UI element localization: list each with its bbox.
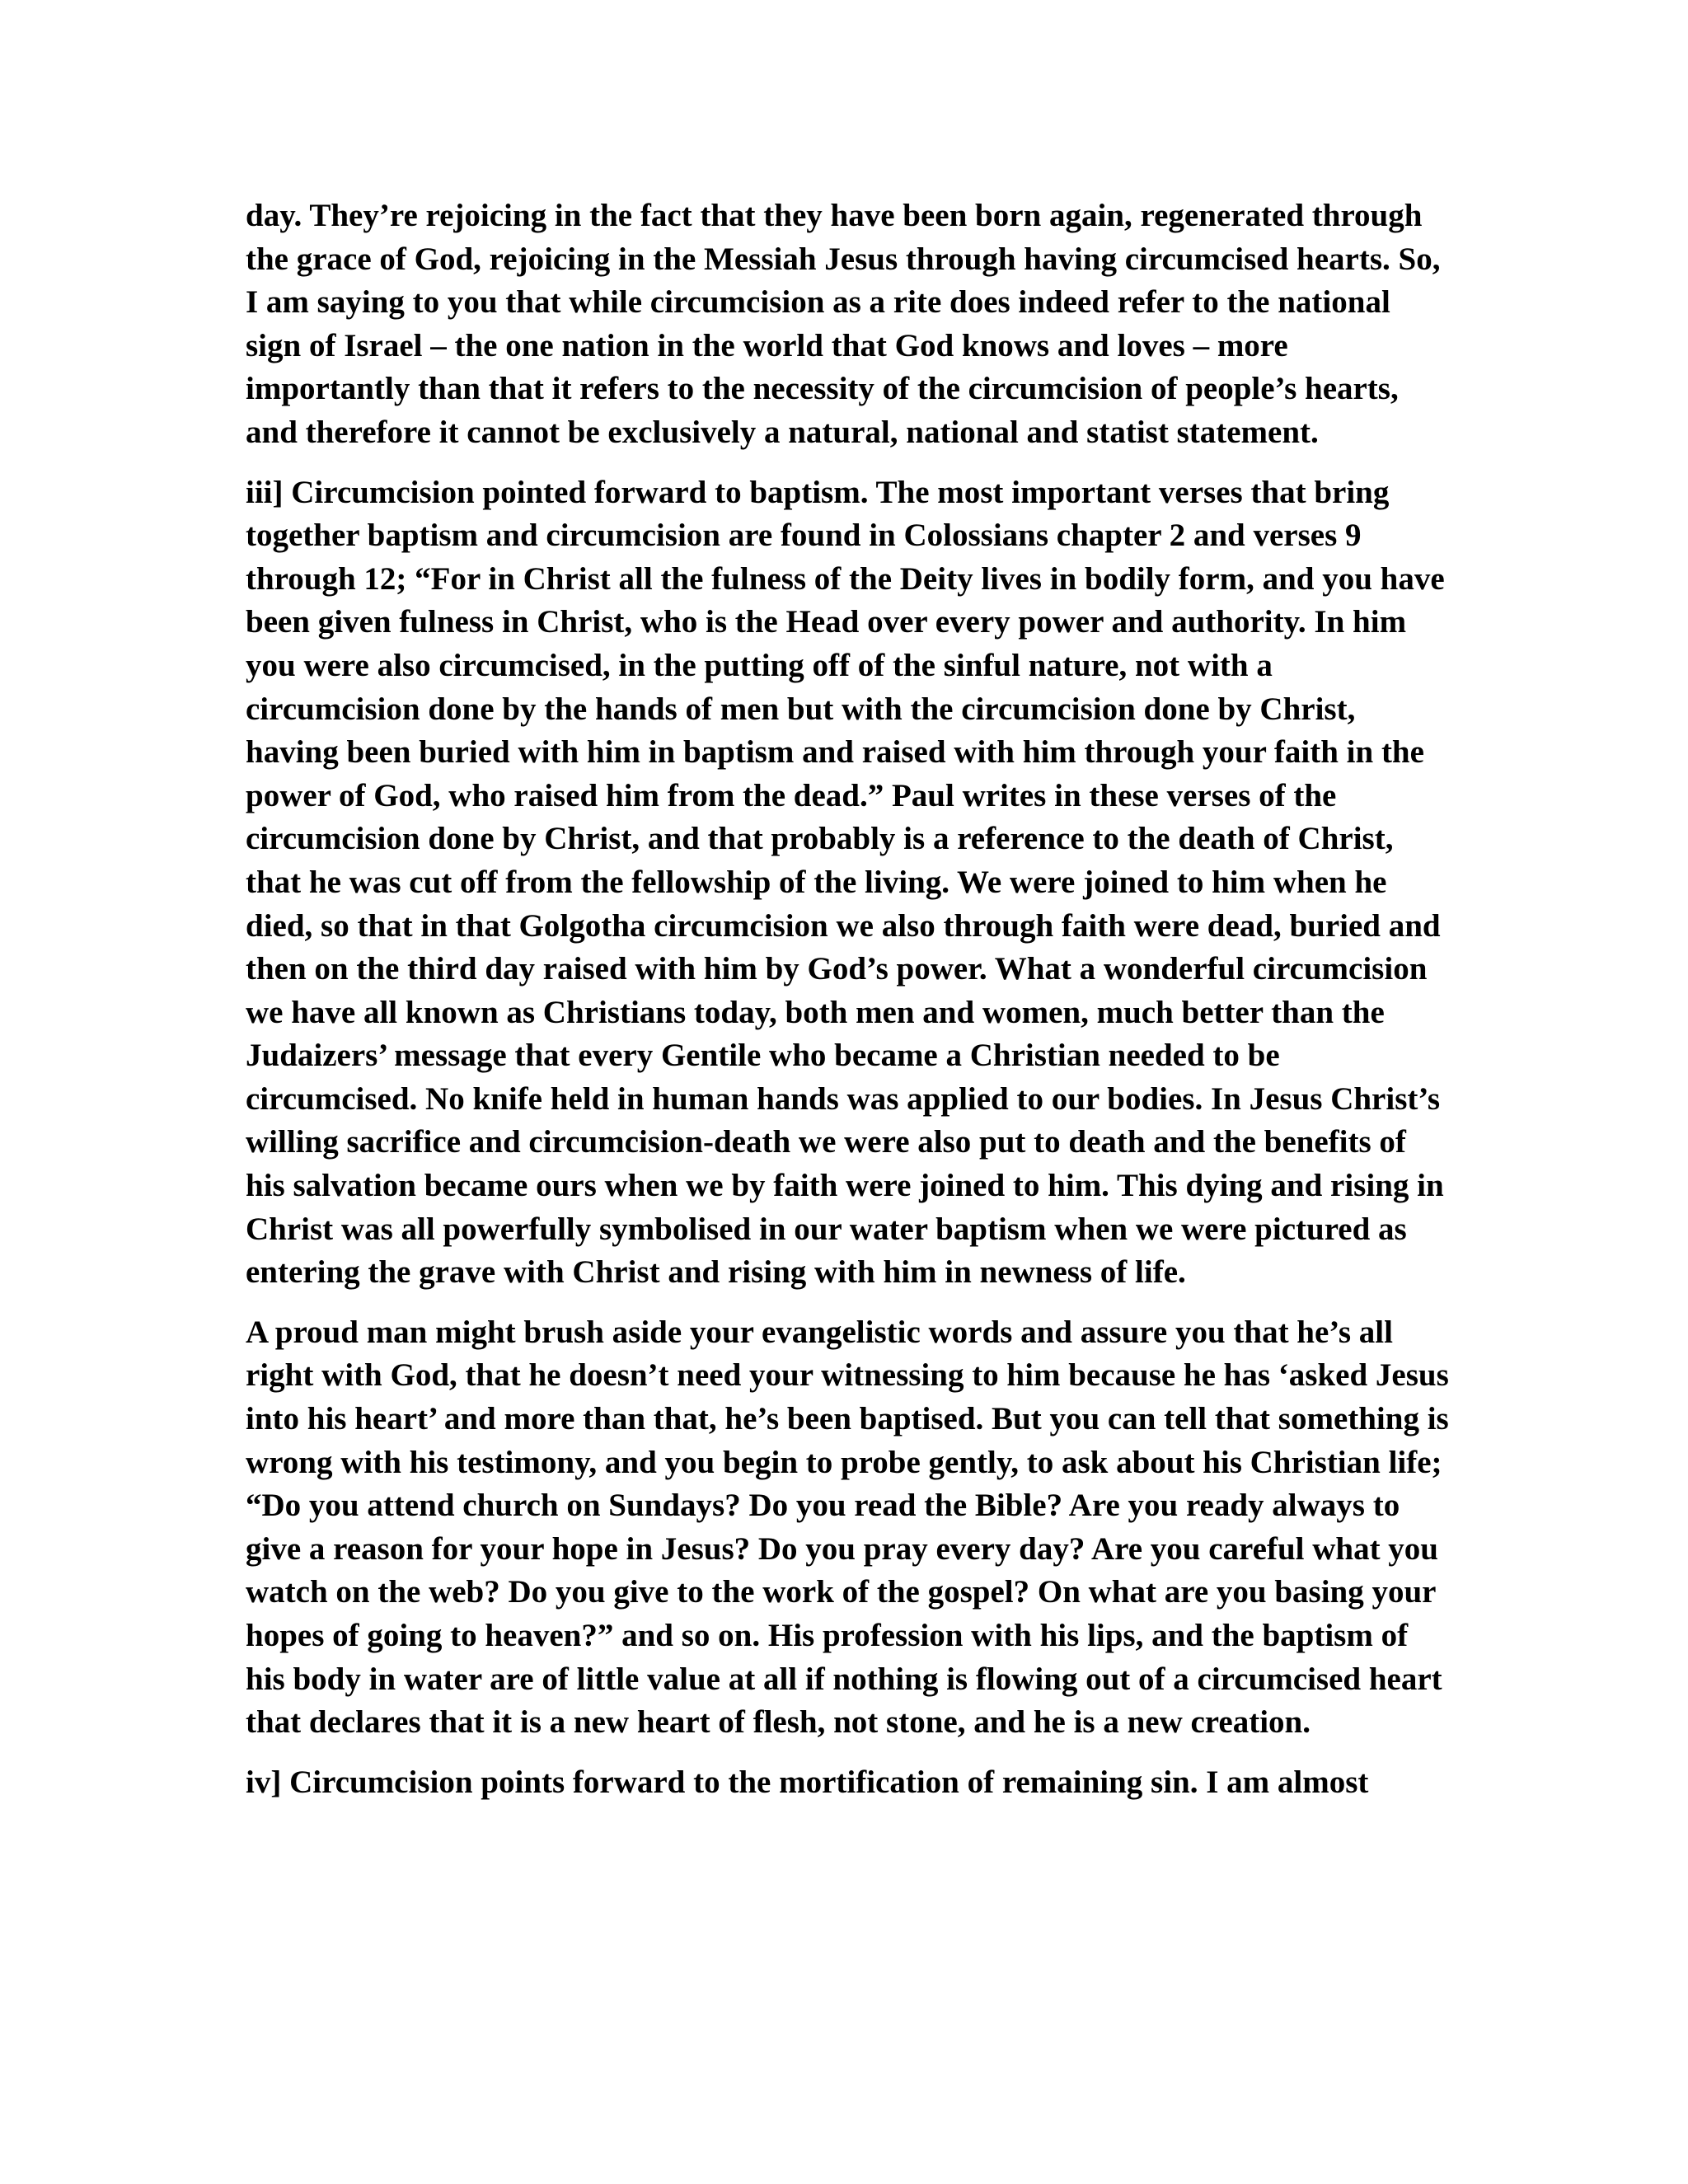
paragraph-2: iii] Circumcision pointed forward to baptism. The most important verses that bring together baptism and circumcision are found in Colossians chapter 2 and verses 9 through 12; “For in Christ all the fulness of the Deity lives in bodily form, and you have been given fulness in Christ, who is the Head over every power and authority. In him you were also circumcised, in the putting off of the sinful nature, not with a circumcision done by the hands of men but with the circumcision done by Christ, having been buried with him in baptism and raised with him through your faith in the power of God, who raised him from the dead.” Paul writes in these verses of the circumcision done by Christ, and that probably is a reference to the death of Christ, that he was cut off from the fellowship of the living. We were joined to him when he died, so that in that Golgotha circumcision we also through faith were dead, buried and then on the third day raised with him by God’s power. What a wonderful circumcision we have all known as Christians today, both men and women, much better than the Judaizers’ message that every Gentile who became a Christian needed to be circumcised. No knife held in human hands was applied to our bodies. In Jesus Christ’s willing sacrifice and circumcision-death we were also put to death and the benefits of his salvation became ours when we by faith were joined to him. This dying and rising in Christ was all powerfully symbolised in our water baptism when we were pictured as entering the grave with Christ and rising with him in newness of life. <box>246 474 1445 1291</box>
paragraph-1: day. They’re rejoicing in the fact that they have been born again, regenerated through the grace of God, rejoicing in the Messiah Jesus through having circumcised hearts. So, I am saying to you that while circumcision as a rite does indeed refer to the national sign of Israel – the one nation in the world that God knows and loves – more importantly than that it refers to the necessity of the circumcision of people’s hearts, and therefore it cannot be exclusively a natural, national and statist statement. <box>246 198 1441 450</box>
paragraph-3: A proud man might brush aside your evangelistic words and assure you that he’s all right with God, that he doesn’t need your witnessing to him because he has ‘asked Jesus into his heart’ and more than that, he’s been baptised. But you can tell that something is wrong with his testimony, and you begin to probe gently, to ask about his Christian life; “Do you attend church on Sundays? Do you read the Bible? Are you ready always to give a reason for your hope in Jesus? Do you pray every day? Are you careful what you watch on the web? Do you give to the work of the gospel? On what are you basing your hopes of going to heaven?” and so on. His profession with his lips, and the baptism of his body in water are of little value at all if nothing is flowing out of a circumcised heart that declares that it is a new heart of flesh, not stone, and he is a new creation. <box>246 1314 1449 1741</box>
paragraph-4: iv] Circumcision points forward to the mortification of remaining sin. I am almost <box>246 1764 1369 1800</box>
document-body <box>246 194 1449 1821</box>
